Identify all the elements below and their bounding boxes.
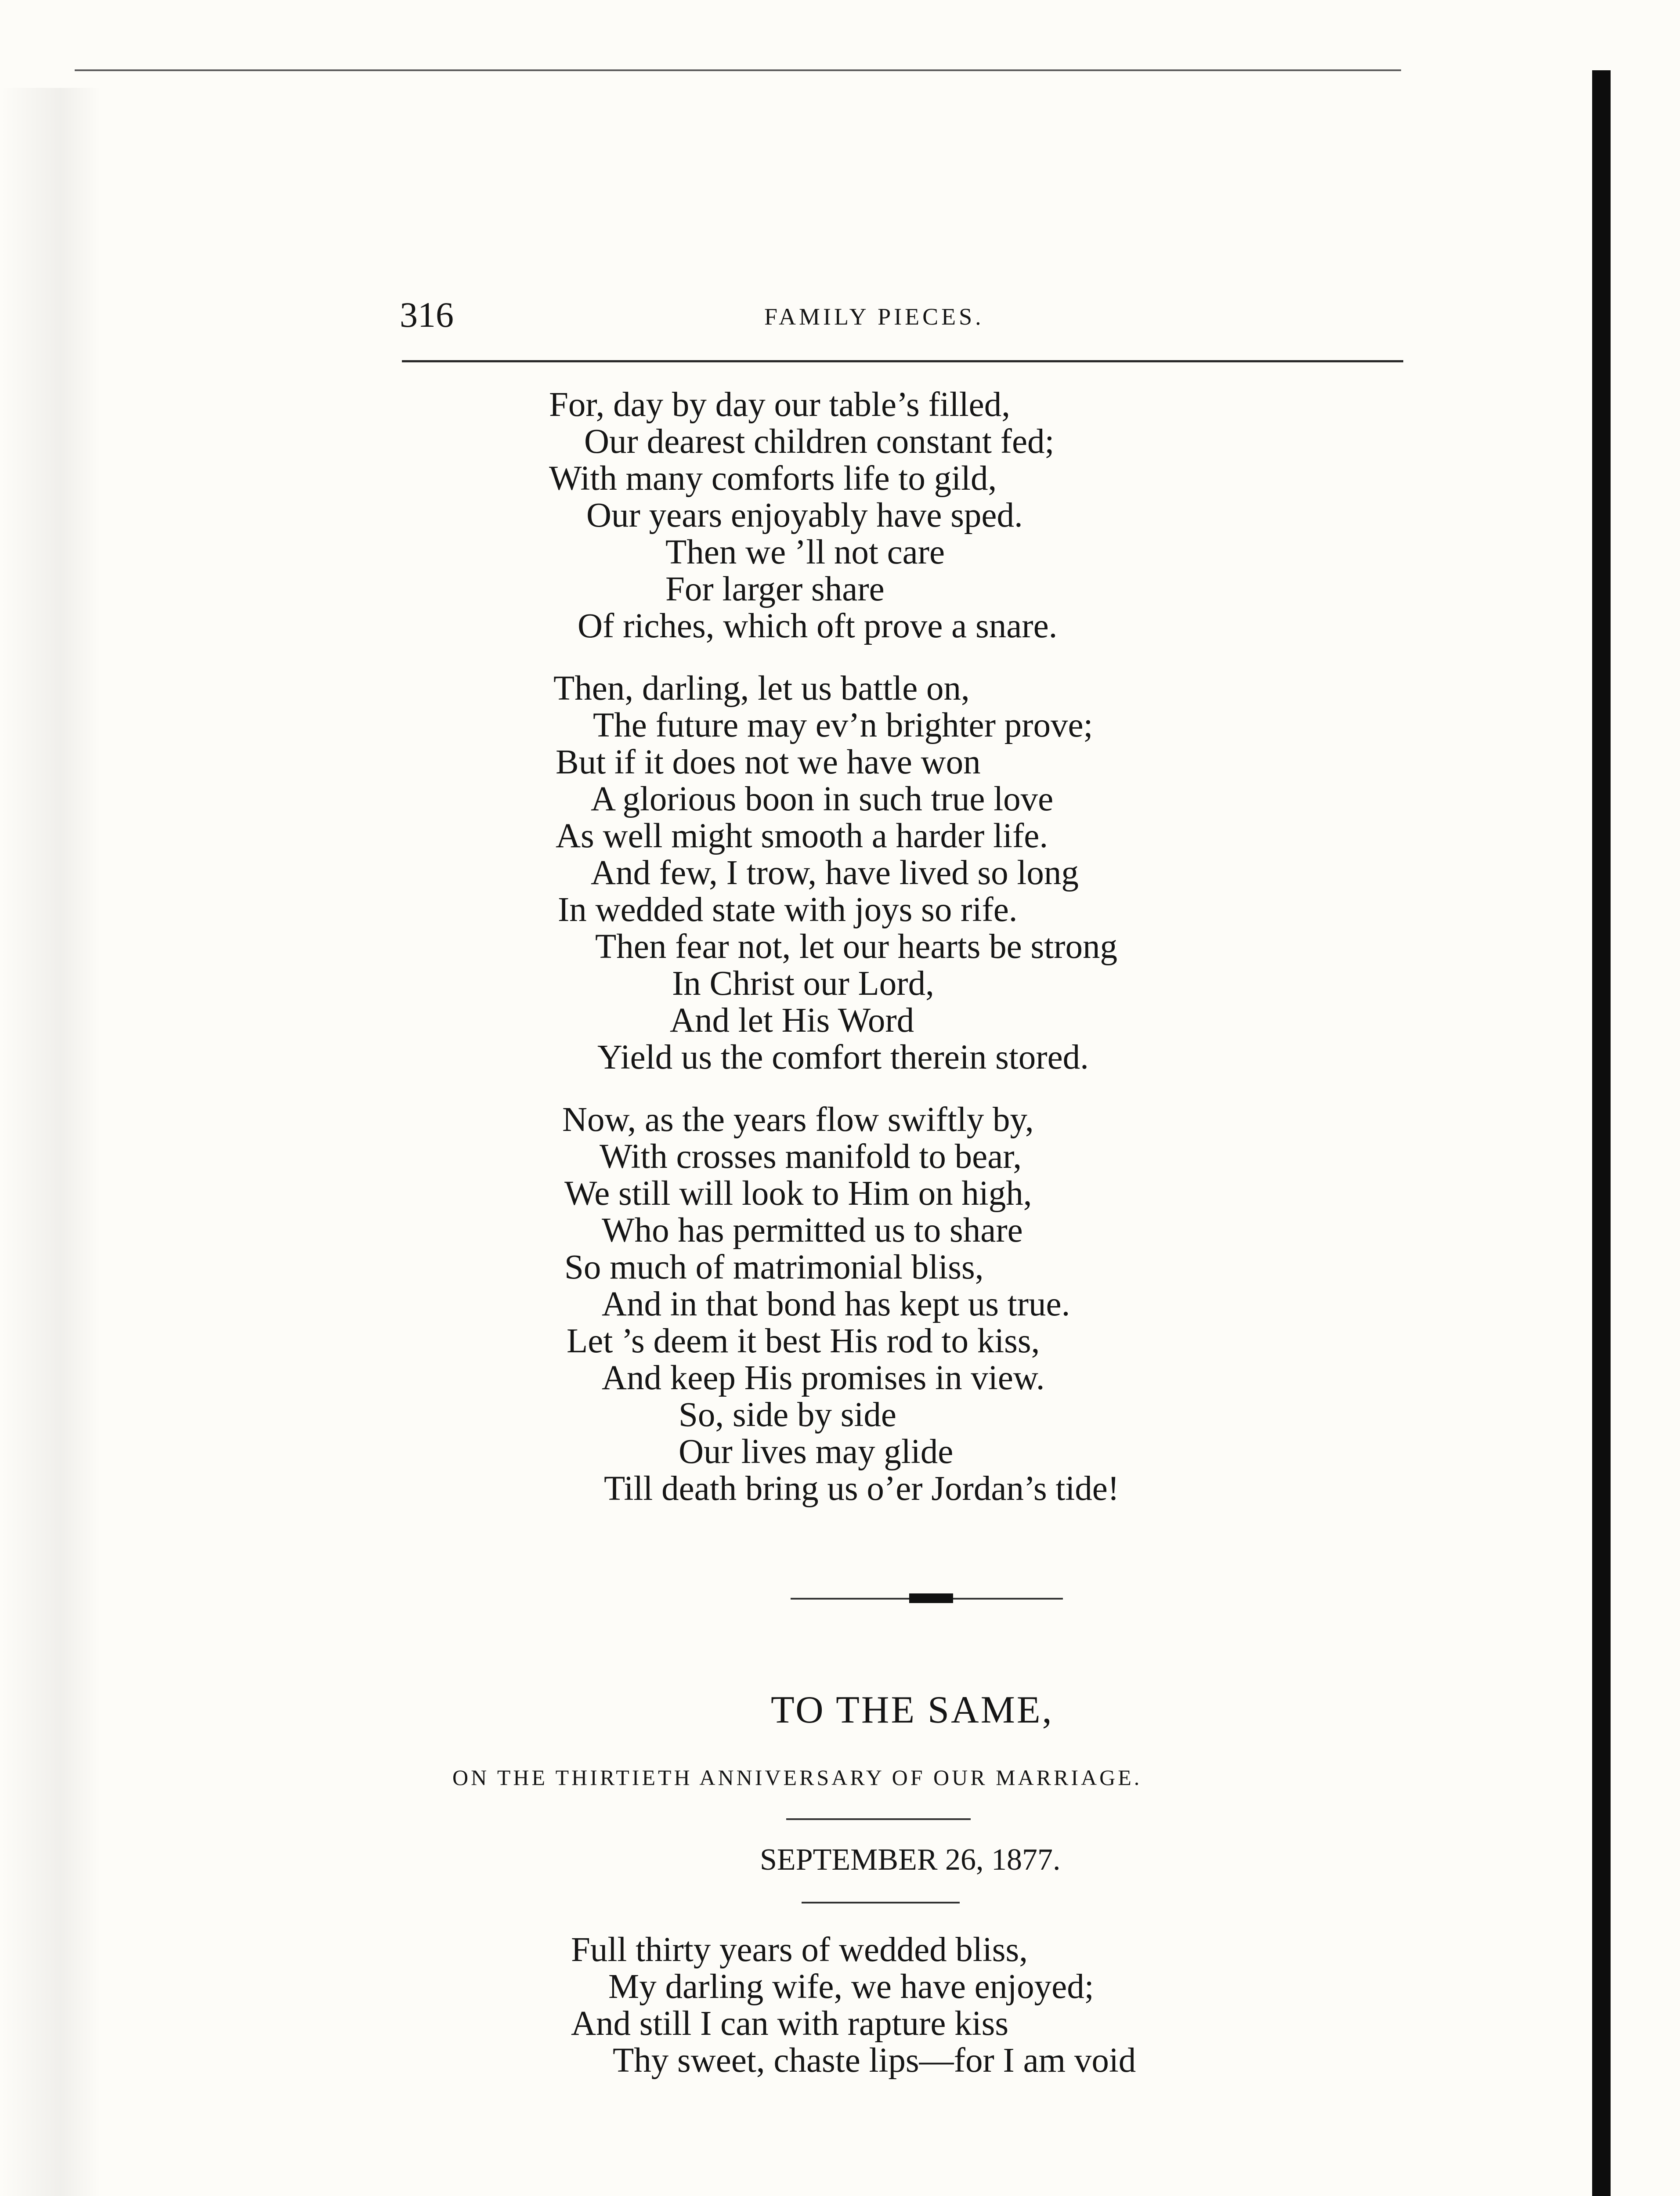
poem-date: SEPTEMBER 26, 1877. — [760, 1843, 1061, 1877]
poem-line: As well might smooth a harder life. — [556, 817, 1048, 855]
poem-line: Now, as the years flow swiftly by, — [562, 1101, 1034, 1139]
poem-line: And still I can with rapture kiss — [571, 2005, 1009, 2043]
poem-line: Then fear not, let our hearts be strong — [595, 928, 1117, 966]
poem-line: And let His Word — [670, 1001, 914, 1040]
top-edge-rule — [75, 69, 1401, 71]
date-rule — [802, 1902, 960, 1903]
poem-line: The future may ev’n brighter prove; — [593, 706, 1093, 744]
poem-subtitle: ON THE THIRTIETH ANNIVERSARY OF OUR MARRIAGE. — [452, 1765, 1142, 1790]
poem-line: For, day by day our table’s filled, — [549, 386, 1010, 424]
page-number: 316 — [400, 295, 454, 335]
poem-line: Let ’s deem it best His rod to kiss, — [567, 1322, 1040, 1360]
poem-line: Our years enjoyably have sped. — [586, 496, 1023, 535]
page-gutter-shadow — [0, 88, 101, 2196]
subtitle-rule — [786, 1818, 971, 1820]
poem-line: A glorious boon in such true love — [591, 780, 1054, 818]
poem-line: So, side by side — [679, 1396, 896, 1434]
running-head: FAMILY PIECES. — [764, 303, 984, 330]
divider-ornament — [909, 1593, 953, 1603]
poem-line: With many comforts life to gild, — [549, 459, 997, 498]
poem-line: Till death bring us o’er Jordan’s tide! — [604, 1470, 1120, 1508]
poem-line: Then, darling, let us battle on, — [553, 669, 970, 708]
poem-line: Who has permitted us to share — [602, 1211, 1023, 1250]
poem-line: Thy sweet, chaste lips—for I am void — [613, 2041, 1136, 2080]
poem-line: Of riches, which oft prove a snare. — [578, 607, 1058, 645]
poem-line: With crosses manifold to bear, — [600, 1138, 1022, 1176]
poem-line: So much of matrimonial bliss, — [564, 1248, 984, 1286]
poem-line: We still will look to Him on high, — [564, 1174, 1032, 1213]
poem-line: My darling wife, we have enjoyed; — [608, 1968, 1094, 2006]
poem-line: Full thirty years of wedded bliss, — [571, 1931, 1028, 1969]
header-rule — [402, 360, 1403, 362]
poem-title: TO THE SAME, — [771, 1689, 1054, 1731]
poem-line: And in that bond has kept us true. — [602, 1285, 1070, 1323]
poem-line: Then we ’ll not care — [665, 533, 945, 571]
poem-line: In Christ our Lord, — [672, 964, 934, 1003]
poem-line: In wedded state with joys so rife. — [558, 891, 1018, 929]
poem-line: Our lives may glide — [679, 1433, 954, 1471]
poem-line: Yield us the comfort therein stored. — [597, 1038, 1089, 1076]
book-spine-edge — [1592, 70, 1611, 2196]
poem-line: And few, I trow, have lived so long — [591, 854, 1079, 892]
poem-line: Our dearest children constant fed; — [584, 423, 1055, 461]
poem-line: But if it does not we have won — [556, 743, 981, 781]
poem-line: For larger share — [665, 570, 885, 608]
poem-line: And keep His promises in view. — [602, 1359, 1045, 1397]
